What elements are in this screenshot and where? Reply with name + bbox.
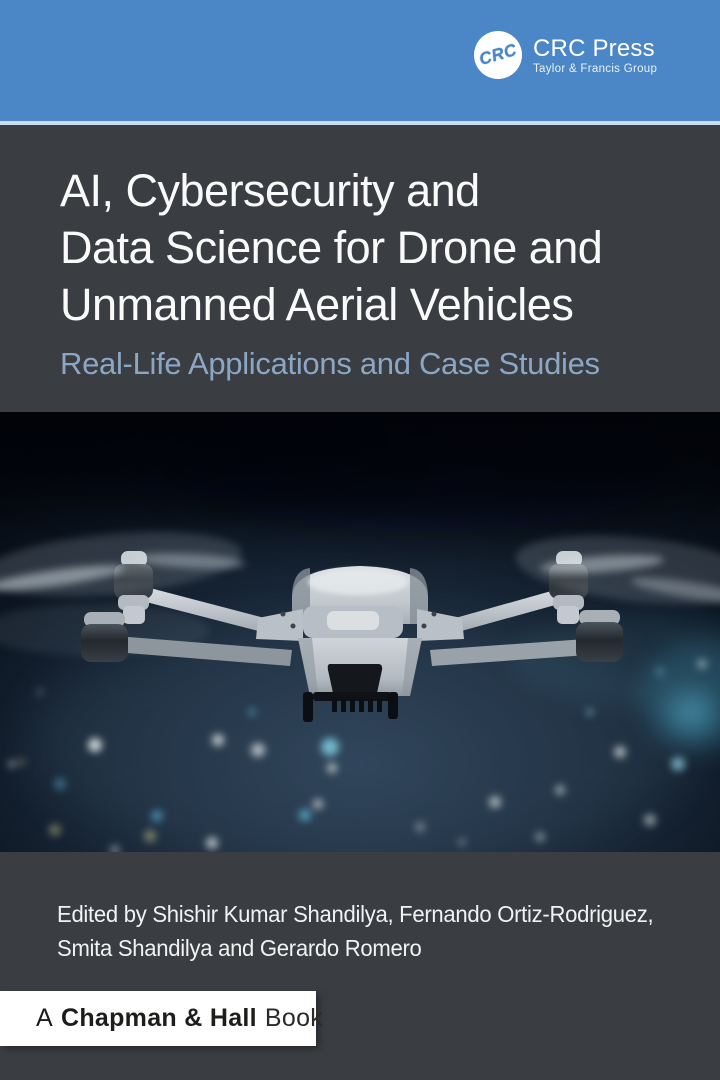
- publisher-band: [0, 0, 720, 121]
- cover-photo: [0, 412, 720, 852]
- motor-pod-rear-left: [81, 612, 128, 662]
- book-title: [0, 125, 720, 333]
- title-line-1: AI, Cybersecurity and: [60, 165, 480, 216]
- editors-line-2: Smita Shandilya and Gerardo Romero: [57, 935, 422, 961]
- title-band: [0, 125, 720, 412]
- imprint-name: Chapman & Hall: [60, 1004, 257, 1032]
- motor-pod-rear-right: [576, 610, 623, 662]
- top-vignette: [0, 412, 720, 532]
- book-subtitle: Real-Life Applications and Case Studies: [60, 346, 600, 381]
- imprint-box: [0, 991, 324, 1046]
- publisher-logo-text: [533, 36, 657, 75]
- publisher-name: CRC Press: [533, 34, 655, 62]
- crc-circle-icon: [474, 31, 522, 79]
- editors-line-1: Edited by Shishir Kumar Shandilya, Fernando Ortiz-Rodriguez,: [57, 901, 654, 927]
- imprint-prefix: A: [36, 1004, 53, 1032]
- title-line-2: Data Science for Drone and: [60, 222, 603, 273]
- publisher-logo: [474, 31, 657, 79]
- drone-illustration: [0, 412, 720, 852]
- publisher-tagline: Taylor & Francis Group: [533, 62, 658, 75]
- imprint-suffix: Book: [264, 1004, 324, 1032]
- crc-circle-text: CRC: [476, 40, 519, 69]
- editors-credit: [57, 897, 653, 965]
- title-line-3: Unmanned Aerial Vehicles: [60, 279, 574, 330]
